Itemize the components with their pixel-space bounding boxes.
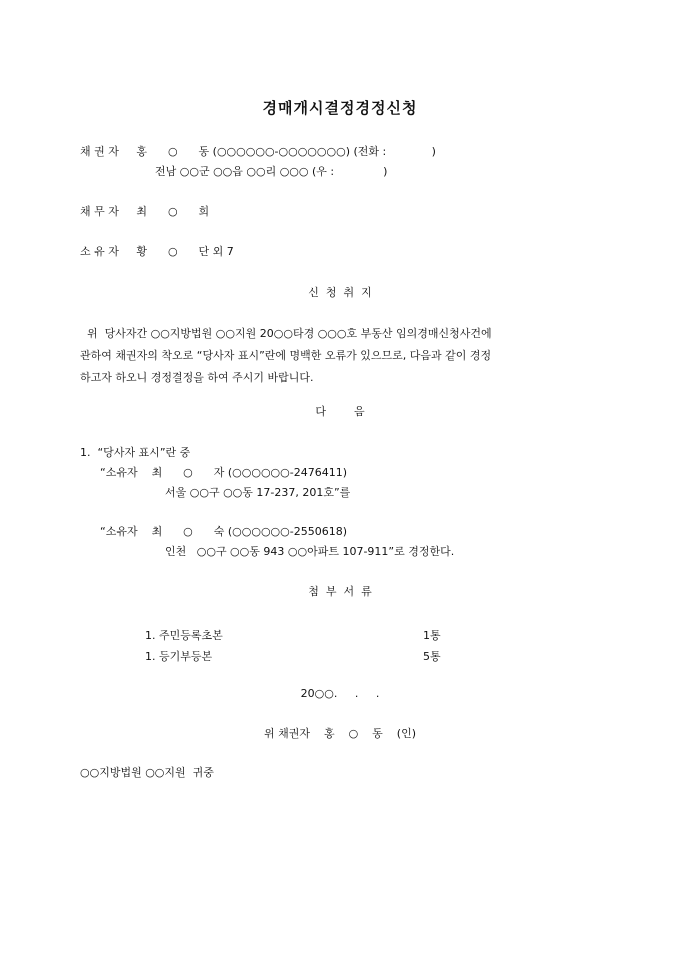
attachment-quantity: 5통	[423, 650, 441, 663]
purpose-line: 관하여 채권자의 착오로 “당사자 표시”란에 명백한 오류가 있으므로, 다음과 같이 경정	[80, 349, 492, 362]
owner2-line: “소유자 최 ○ 숙 (○○○○○○-2550618)	[100, 525, 347, 538]
owner-line: 소 유 자 황 ○ 단 외 7	[80, 245, 234, 258]
details-heading: 다 음	[315, 405, 365, 418]
owner1-line: “소유자 최 ○ 자 (○○○○○○-2476411)	[100, 466, 347, 479]
owner2-address-line: 인천 ○○구 ○○동 943 ○○아파트 107-911”로 경정한다.	[165, 545, 455, 558]
creditor-address-line: 전남 ○○군 ○○읍 ○○리 ○○○ (우 : )	[155, 165, 388, 178]
purpose-paragraph	[80, 323, 610, 389]
attachment-name: 1. 주민등록초본	[145, 629, 223, 642]
purpose-line: 하고자 하오니 경정결정을 하여 주시기 바랍니다.	[80, 371, 314, 384]
attachment-name: 1. 등기부등본	[145, 650, 213, 663]
attachments-heading: 첨 부 서 류	[308, 585, 372, 598]
attachment-quantity: 1통	[423, 629, 441, 642]
debtor-line: 채 무 자 최 ○ 희	[80, 205, 210, 218]
creditor-line: 채 권 자 홍 ○ 동 (○○○○○○-○○○○○○○) (전화 : )	[80, 145, 436, 158]
details-item: 1. “당사자 표시”란 중	[80, 446, 191, 459]
document-date: 20○○. . .	[300, 687, 380, 700]
owner1-address-line: 서울 ○○구 ○○동 17-237, 201호”를	[165, 486, 351, 499]
document-title: 경매개시결정경정신청	[262, 99, 418, 117]
addressee-line: ○○지방법원 ○○지원 귀중	[80, 766, 214, 779]
purpose-heading: 신 청 취 지	[308, 286, 372, 299]
purpose-line: 위 당사자간 ○○지방법원 ○○지원 20○○타경 ○○○호 부동산 임의경매신청사건에	[80, 327, 492, 340]
signature-line: 위 채권자 홍 ○ 동 (인)	[263, 727, 416, 740]
